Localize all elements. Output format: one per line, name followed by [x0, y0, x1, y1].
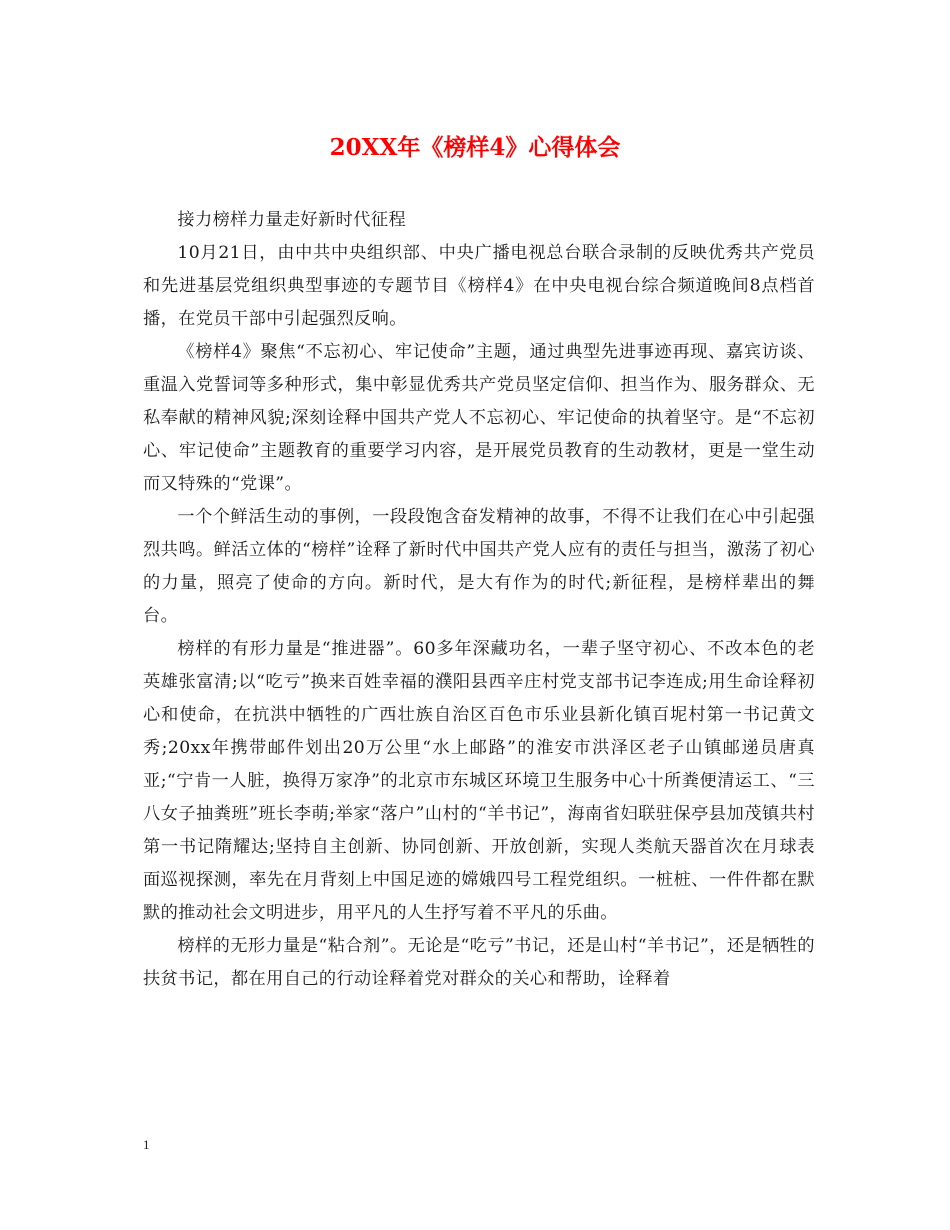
paragraph-intangible-power: 榜样的无形力量是“粘合剂”。无论是“吃亏”书记，还是山村“羊书记”，还是牺牲的扶贫书记，都在用自己的行动诠释着党对群众的关心和帮助，诠释着: [143, 936, 815, 989]
paragraph-resonance: 一个个鲜活生动的事例，一段段饱含奋发精神的故事，不得不让我们在心中引起强烈共鸣。鲜活立体的“榜样”诠释了新时代中国共产党人应有的责任与担当，激荡了初心的力量，照亮了使命的方向。新时代，是大有作为的时代;新征程，是榜样辈出的舞台。: [143, 507, 815, 626]
page-number: 1: [143, 1137, 150, 1152]
document-body: [143, 204, 815, 996]
paragraph-subtitle: 接力榜样力量走好新时代征程: [177, 210, 407, 230]
paragraph-focus: 《榜样4》聚焦“不忘初心、牢记使命”主题，通过典型先进事迹再现、嘉宾访谈、重温入党誓词等多种形式，集中彰显优秀共产党员坚定信仰、担当作为、服务群众、无私奉献的精神风貌;深刻诠释中国共产党人不忘初心、牢记使命的执着坚守。是“不忘初心、牢记使命”主题教育的重要学习内容，是开展党员教育的生动教材，更是一堂生动而又特殊的“党课”。: [143, 342, 815, 494]
document-title: 20XX年《榜样4》心得体会: [329, 134, 621, 161]
paragraph-tangible-power: 榜样的有形力量是“推进器”。60多年深藏功名，一辈子坚守初心、不改本色的老英雄张富清;以“吃亏”换来百姓幸福的濮阳县西辛庄村党支部书记李连成;用生命诠释初心和使命，在抗洪中牺牲的广西壮族自治区百色市乐业县新化镇百坭村第一书记黄文秀;20xx年携带邮件划出20万公里“水上邮路”的淮安市洪泽区老子山镇邮递员唐真亚;“宁肯一人脏，换得万家净”的北京市东城区环境卫生服务中心十所粪便清运工、“三八女子抽粪班”班长李萌;举家“落户”山村的“羊书记”，海南省妇联驻保亭县加茂镇共村第一书记隋耀达;坚持自主创新、协同创新、开放创新，实现人类航天器首次在月球表面巡视探测，率先在月背刻上中国足迹的嫦娥四号工程党组织。一桩桩、一件件都在默默的推动社会文明进步，用平凡的人生抒写着不平凡的乐曲。: [143, 639, 815, 923]
paragraph-intro: 10月21日，由中共中央组织部、中央广播电视总台联合录制的反映优秀共产党员和先进基层党组织典型事迹的专题节目《榜样4》在中央电视台综合频道晚间8点档首播，在党员干部中引起强烈反响。: [143, 243, 815, 329]
